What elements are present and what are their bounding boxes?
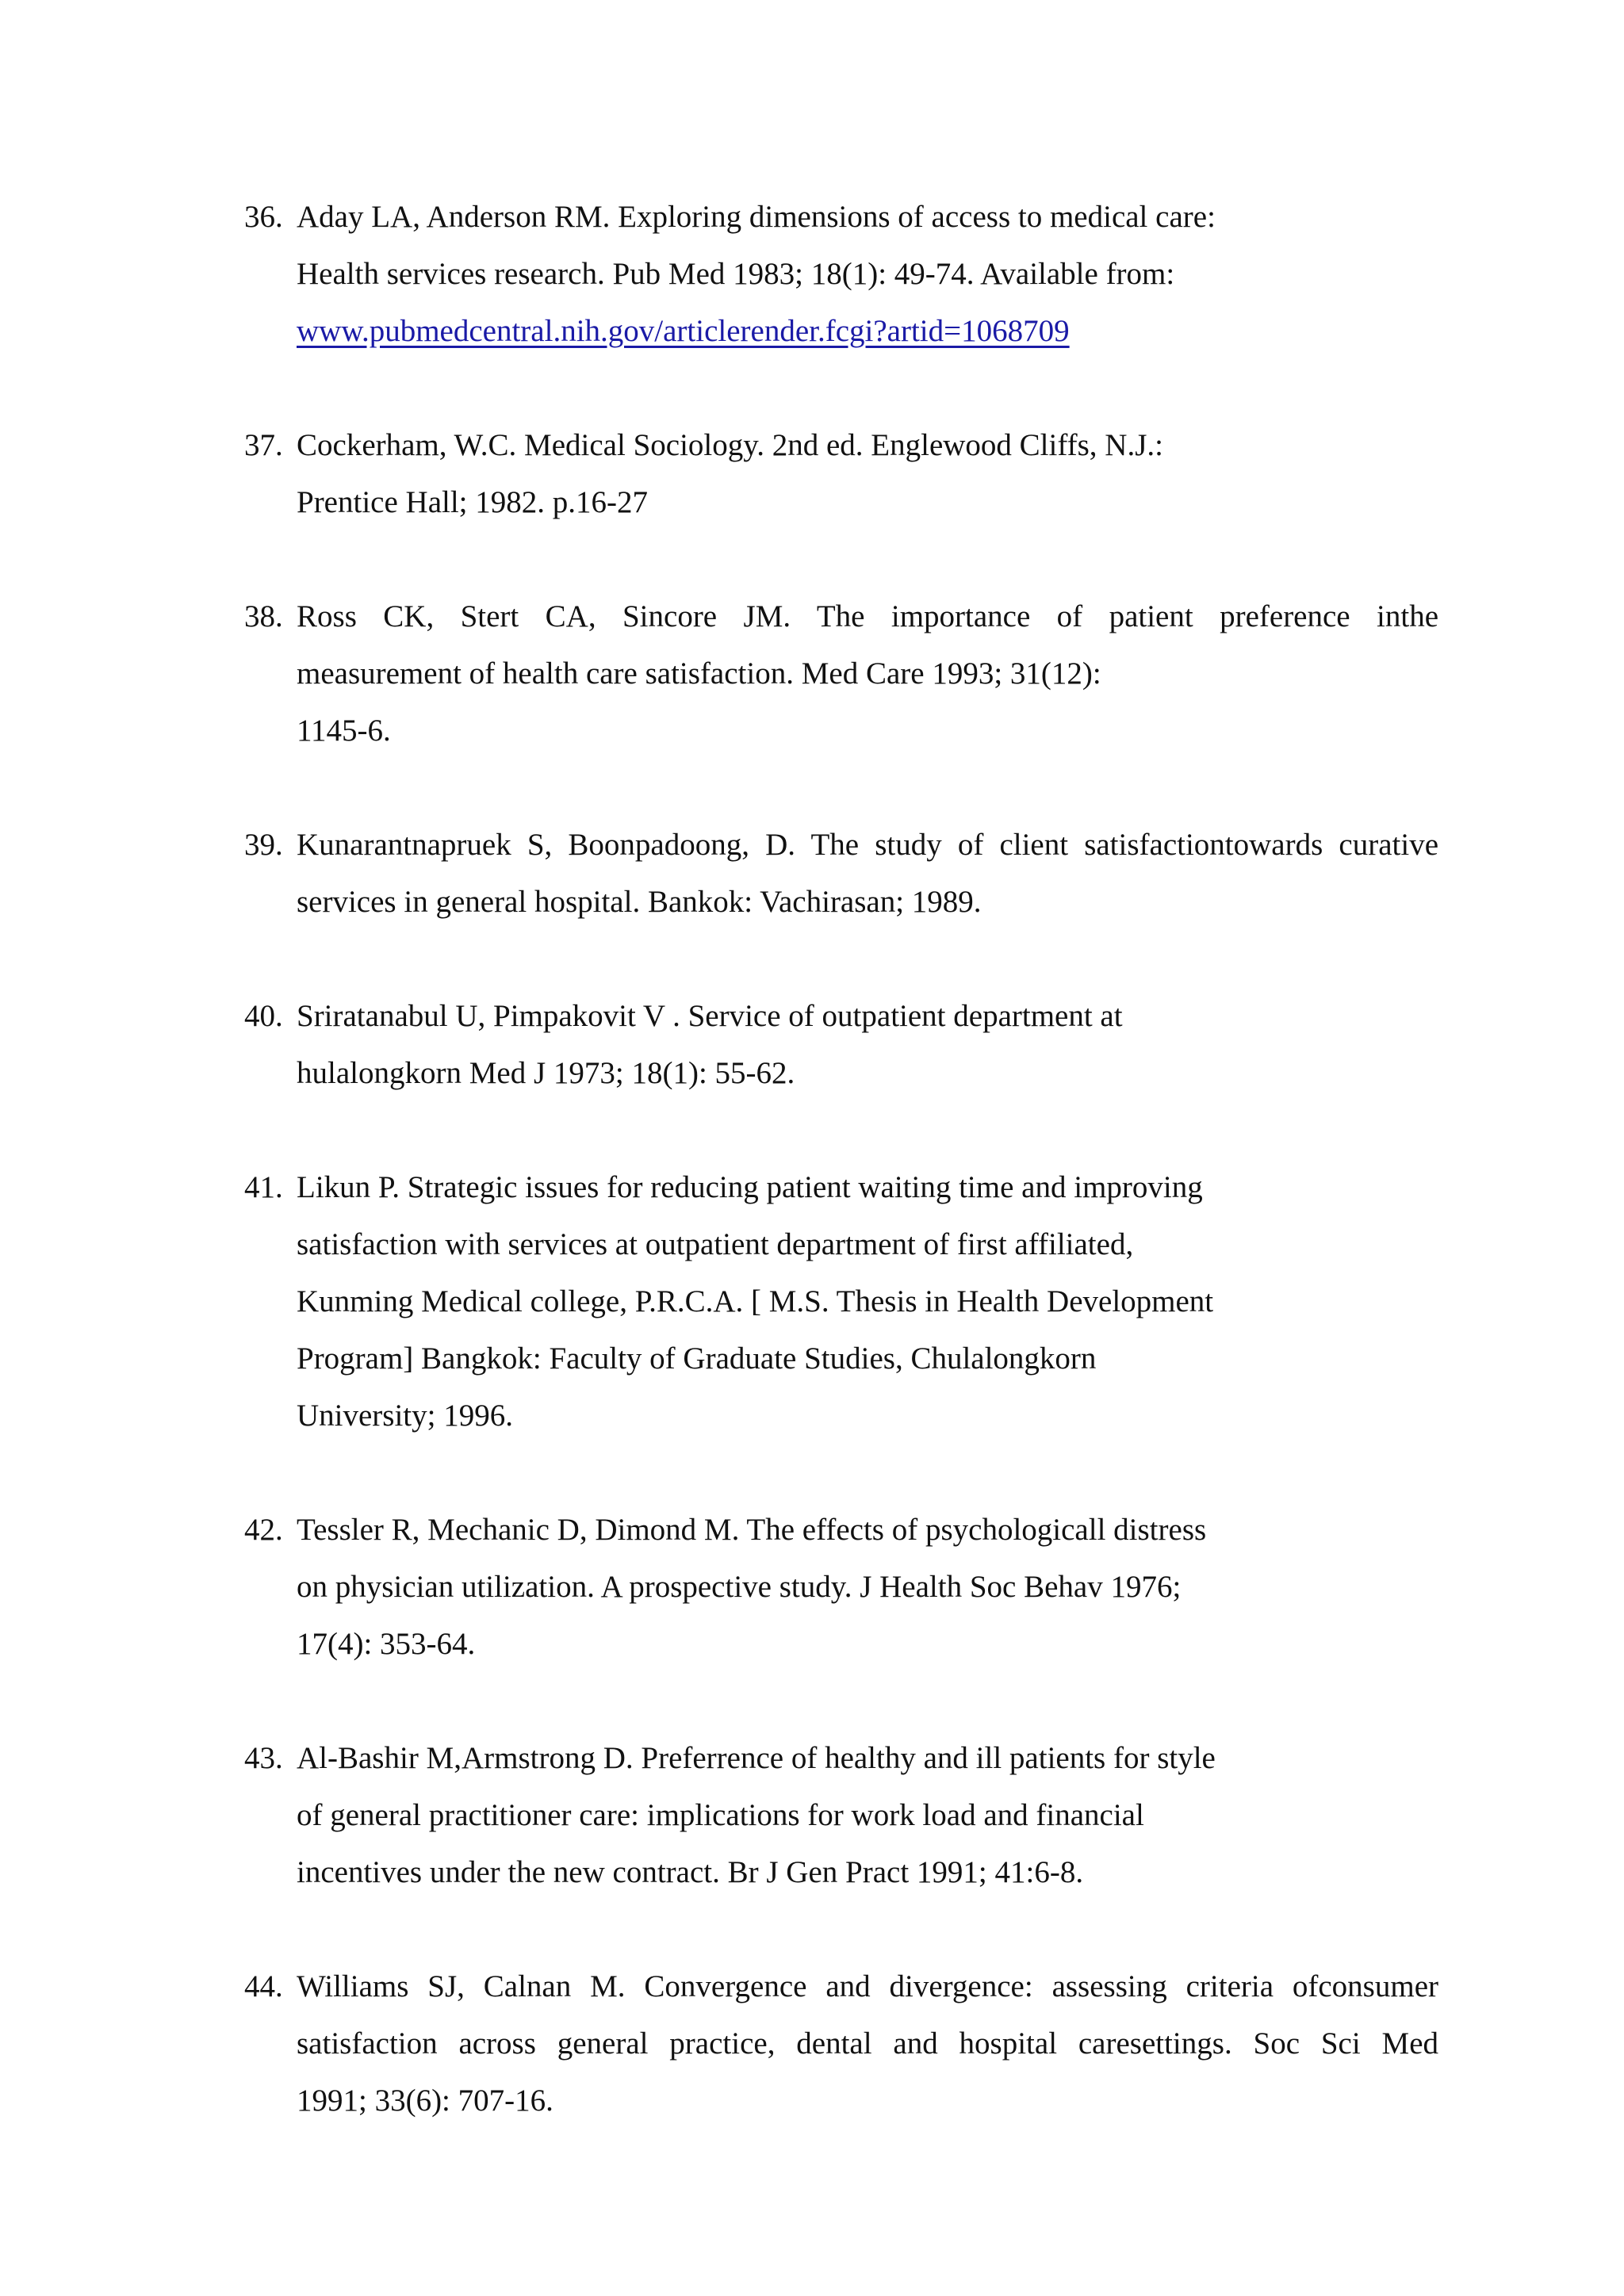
reference-number: 39. — [244, 828, 283, 862]
reference-number: 37. — [244, 428, 283, 462]
reference-text — [297, 588, 1438, 760]
reference-line: University; 1996. — [297, 1399, 513, 1433]
reference-number: 40. — [244, 999, 283, 1033]
reference-line: Health services research. Pub Med 1983; 18(1): 49-74. Available from: — [297, 257, 1175, 291]
reference-text — [297, 988, 1123, 1102]
reference-number: 43. — [244, 1741, 283, 1775]
reference-text — [297, 1730, 1216, 1901]
reference-number: 38. — [244, 599, 283, 633]
reference-line: Prentice Hall; 1982. p.16-27 — [297, 485, 648, 519]
reference-line: Likun P. Strategic issues for reducing patient waiting time and improving — [297, 1170, 1203, 1204]
reference-line: Tessler R, Mechanic D, Dimond M. The effects of psychologicall distress — [297, 1513, 1207, 1547]
reference-number: 36. — [244, 200, 283, 234]
reference-line: 1145-6. — [297, 714, 391, 748]
reference-line: Williams SJ, Calnan M. Convergence and divergence: assessing criteria ofconsumer — [297, 1969, 1438, 2003]
reference-number: 41. — [244, 1170, 283, 1204]
reference-line: Kunarantnapruek S, Boonpadoong, D. The study of client satisfactiontowards curative — [297, 828, 1438, 862]
reference-line: measurement of health care satisfaction. Med Care 1993; 31(12): — [297, 656, 1101, 691]
reference-line: Ross CK, Stert CA, Sincore JM. The importance of patient preference inthe — [297, 599, 1438, 633]
reference-text — [297, 1958, 1438, 2130]
reference-link[interactable]: www.pubmedcentral.nih.gov/articlerender.fcgi?artid=1068709 — [297, 314, 1070, 348]
reference-line: Al-Bashir M,Armstrong D. Preferrence of healthy and ill patients for style — [297, 1741, 1216, 1775]
reference-line: of general practitioner care: implications for work load and financial — [297, 1798, 1144, 1832]
reference-text — [297, 417, 1163, 531]
reference-line: Kunming Medical college, P.R.C.A. [ M.S. Thesis in Health Development — [297, 1284, 1214, 1318]
reference-text — [297, 1502, 1206, 1673]
reference-line: 1991; 33(6): 707-16. — [297, 2084, 553, 2118]
reference-line: Program] Bangkok: Faculty of Graduate Studies, Chulalongkorn — [297, 1341, 1097, 1376]
reference-text — [297, 189, 1216, 360]
reference-text — [297, 1159, 1213, 1445]
reference-line: Aday LA, Anderson RM. Exploring dimensions of access to medical care: — [297, 200, 1216, 234]
reference-line: Sriratanabul U, Pimpakovit V . Service of outpatient department at — [297, 999, 1123, 1033]
reference-line: services in general hospital. Bankok: Vachirasan; 1989. — [297, 885, 982, 919]
reference-line: 17(4): 353-64. — [297, 1627, 476, 1661]
reference-line: on physician utilization. A prospective study. J Health Soc Behav 1976; — [297, 1570, 1182, 1604]
reference-line — [297, 303, 1216, 360]
reference-line: satisfaction across general practice, dental and hospital caresettings. Soc Sci Med — [297, 2026, 1438, 2061]
reference-line: hulalongkorn Med J 1973; 18(1): 55-62. — [297, 1056, 795, 1090]
reference-line: incentives under the new contract. Br J Gen Pract 1991; 41:6-8. — [297, 1855, 1084, 1889]
reference-number: 42. — [244, 1513, 283, 1547]
reference-line: Cockerham, W.C. Medical Sociology. 2nd ed. Englewood Cliffs, N.J.: — [297, 428, 1163, 462]
reference-text — [297, 817, 1438, 931]
reference-line: satisfaction with services at outpatient department of first affiliated, — [297, 1227, 1134, 1261]
reference-number: 44. — [244, 1969, 283, 2003]
